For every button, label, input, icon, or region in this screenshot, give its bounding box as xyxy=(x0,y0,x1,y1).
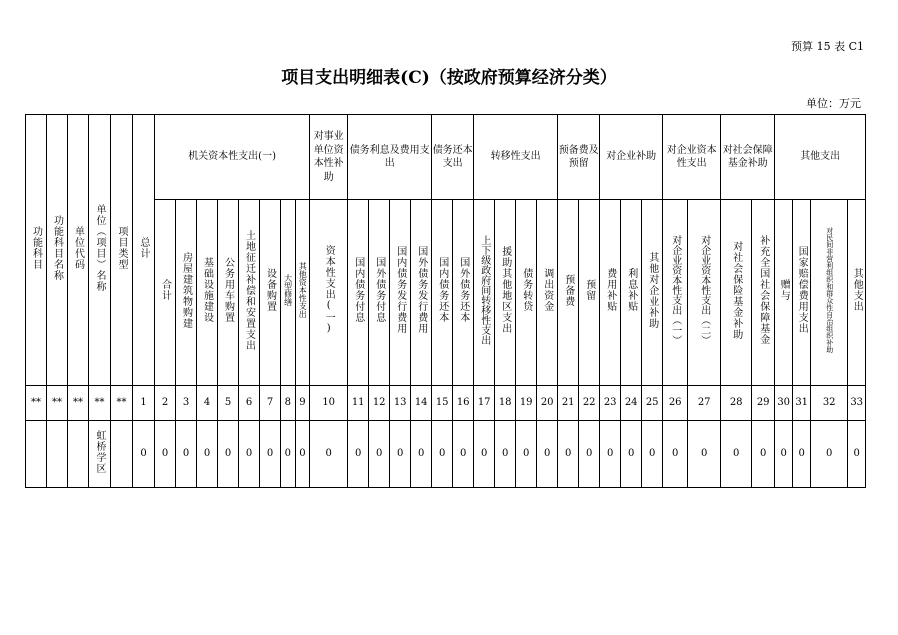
sub-header: 国外债务付息 xyxy=(369,200,390,386)
sub-header: 对民间非营利组织和群众性自治组织补助 xyxy=(811,200,848,386)
value-cell: 0 xyxy=(310,421,348,488)
group-header-debt-principal: 债务还本支出 xyxy=(432,115,474,200)
value-cell: 0 xyxy=(537,421,558,488)
value-cell: 0 xyxy=(295,421,310,488)
value-cell: 0 xyxy=(218,421,239,488)
sub-header: 国内债务付息 xyxy=(348,200,369,386)
sub-header: 调出资金 xyxy=(537,200,558,386)
sub-header: 利息补贴 xyxy=(621,200,642,386)
value-cell: 0 xyxy=(848,421,866,488)
sub-header: 援助其他地区支出 xyxy=(495,200,516,386)
index-cell: 33 xyxy=(848,386,866,421)
index-cell: ** xyxy=(89,386,111,421)
group-header-debt-interest: 债务利息及费用支出 xyxy=(348,115,432,200)
value-cell: 0 xyxy=(348,421,369,488)
sub-header: 设备购置 xyxy=(260,200,281,386)
index-cell: ** xyxy=(47,386,68,421)
value-cell: 0 xyxy=(133,421,155,488)
sub-header: 国家赔偿费用支出 xyxy=(793,200,811,386)
index-cell: 7 xyxy=(260,386,281,421)
index-cell: 9 xyxy=(295,386,310,421)
col-header-project-type: 项目类型 xyxy=(111,115,133,386)
sub-header: 基础设施建设 xyxy=(197,200,218,386)
col-header-unit-name: 单位（项目）名称 xyxy=(89,115,111,386)
index-cell: 32 xyxy=(811,386,848,421)
sub-header: 房屋建筑物购建 xyxy=(176,200,197,386)
index-cell: ** xyxy=(26,386,47,421)
expenditure-table xyxy=(25,114,866,488)
index-cell: 20 xyxy=(537,386,558,421)
sub-header: 国内债务还本 xyxy=(432,200,453,386)
sub-header: 土地征迁补偿和安置支出 xyxy=(239,200,260,386)
sub-header: 国内债务发行费用 xyxy=(390,200,411,386)
group-header-social-security: 对社会保障基金补助 xyxy=(721,115,775,200)
value-cell: 0 xyxy=(369,421,390,488)
group-header-other: 其他支出 xyxy=(775,115,866,200)
index-cell: 27 xyxy=(688,386,721,421)
sub-header: 预留 xyxy=(579,200,600,386)
index-cell: 26 xyxy=(663,386,688,421)
sub-header: 大型修缮 xyxy=(281,200,296,386)
index-cell: 2 xyxy=(155,386,176,421)
index-cell: 17 xyxy=(474,386,495,421)
index-cell: 13 xyxy=(390,386,411,421)
data-cell-empty xyxy=(26,421,47,488)
value-cell: 0 xyxy=(775,421,793,488)
data-cell-empty xyxy=(68,421,89,488)
value-cell: 0 xyxy=(155,421,176,488)
value-cell: 0 xyxy=(721,421,752,488)
sub-header: 资本性支出(一) xyxy=(310,200,348,386)
group-header-enterprise-capital: 对企业资本性支出 xyxy=(663,115,721,200)
sub-header: 其他对企业补助 xyxy=(642,200,663,386)
sub-header: 国外债务还本 xyxy=(453,200,474,386)
value-cell: 0 xyxy=(516,421,537,488)
value-cell: 0 xyxy=(793,421,811,488)
value-cell: 0 xyxy=(663,421,688,488)
value-cell: 0 xyxy=(495,421,516,488)
value-cell: 0 xyxy=(432,421,453,488)
data-cell-empty xyxy=(111,421,133,488)
data-cell-empty xyxy=(47,421,68,488)
index-cell: 21 xyxy=(558,386,579,421)
col-header-unit-code: 单位代码 xyxy=(68,115,89,386)
value-cell: 0 xyxy=(642,421,663,488)
index-cell: 31 xyxy=(793,386,811,421)
group-header-transfer: 转移性支出 xyxy=(474,115,558,200)
unit-name-cell: 虹桥学区 xyxy=(89,421,111,488)
value-cell: 0 xyxy=(688,421,721,488)
index-cell: 8 xyxy=(281,386,296,421)
sub-header: 赠与 xyxy=(775,200,793,386)
sub-header: 国外债务发行费用 xyxy=(411,200,432,386)
index-cell: 22 xyxy=(579,386,600,421)
group-header-capital: 机关资本性支出(一) xyxy=(155,115,310,200)
value-cell: 0 xyxy=(176,421,197,488)
page-title: 项目支出明细表(C)（按政府预算经济分类） xyxy=(281,68,617,88)
sub-header: 对企业资本性支出（二） xyxy=(688,200,721,386)
col-header-func-code: 功能科目 xyxy=(26,115,47,386)
value-cell: 0 xyxy=(474,421,495,488)
index-cell: 23 xyxy=(600,386,621,421)
index-cell: 1 xyxy=(133,386,155,421)
index-cell: ** xyxy=(111,386,133,421)
value-cell: 0 xyxy=(239,421,260,488)
index-cell: 19 xyxy=(516,386,537,421)
index-cell: 29 xyxy=(752,386,775,421)
index-cell: 10 xyxy=(310,386,348,421)
index-cell: 28 xyxy=(721,386,752,421)
sub-header: 预备费 xyxy=(558,200,579,386)
value-cell: 0 xyxy=(600,421,621,488)
sub-header: 其他支出 xyxy=(848,200,866,386)
index-cell: 14 xyxy=(411,386,432,421)
table-row xyxy=(26,421,866,488)
sub-header: 合计 xyxy=(155,200,176,386)
sub-header: 补充全国社会保障基金 xyxy=(752,200,775,386)
group-header-public-capital: 对事业单位资本性补助 xyxy=(310,115,348,200)
sub-header: 费用补贴 xyxy=(600,200,621,386)
sub-header: 其他资本性支出 xyxy=(295,200,310,386)
sub-header: 对企业资本性支出（一） xyxy=(663,200,688,386)
value-cell: 0 xyxy=(453,421,474,488)
value-cell: 0 xyxy=(281,421,296,488)
index-cell: ** xyxy=(68,386,89,421)
index-cell: 25 xyxy=(642,386,663,421)
form-code: 预算 15 表 C1 xyxy=(791,40,864,53)
index-cell: 6 xyxy=(239,386,260,421)
index-cell: 16 xyxy=(453,386,474,421)
index-cell: 4 xyxy=(197,386,218,421)
group-header-reserve: 预备费及预留 xyxy=(558,115,600,200)
sub-header: 债务转贷 xyxy=(516,200,537,386)
value-cell: 0 xyxy=(558,421,579,488)
index-cell: 24 xyxy=(621,386,642,421)
index-cell: 15 xyxy=(432,386,453,421)
value-cell: 0 xyxy=(579,421,600,488)
index-cell: 12 xyxy=(369,386,390,421)
index-cell: 11 xyxy=(348,386,369,421)
sub-header: 上下级政府间转移性支出 xyxy=(474,200,495,386)
sub-header: 公务用车购置 xyxy=(218,200,239,386)
index-cell: 18 xyxy=(495,386,516,421)
col-header-func-name: 功能科目名称 xyxy=(47,115,68,386)
index-row xyxy=(26,386,866,421)
value-cell: 0 xyxy=(197,421,218,488)
value-cell: 0 xyxy=(390,421,411,488)
sub-header: 对社会保险基金补助 xyxy=(721,200,752,386)
value-cell: 0 xyxy=(752,421,775,488)
unit-label: 单位：万元 xyxy=(806,97,861,110)
group-header-enterprise-subsidy: 对企业补助 xyxy=(600,115,663,200)
value-cell: 0 xyxy=(811,421,848,488)
index-cell: 5 xyxy=(218,386,239,421)
col-header-total: 总计 xyxy=(133,115,155,386)
value-cell: 0 xyxy=(411,421,432,488)
value-cell: 0 xyxy=(621,421,642,488)
index-cell: 30 xyxy=(775,386,793,421)
value-cell: 0 xyxy=(260,421,281,488)
index-cell: 3 xyxy=(176,386,197,421)
